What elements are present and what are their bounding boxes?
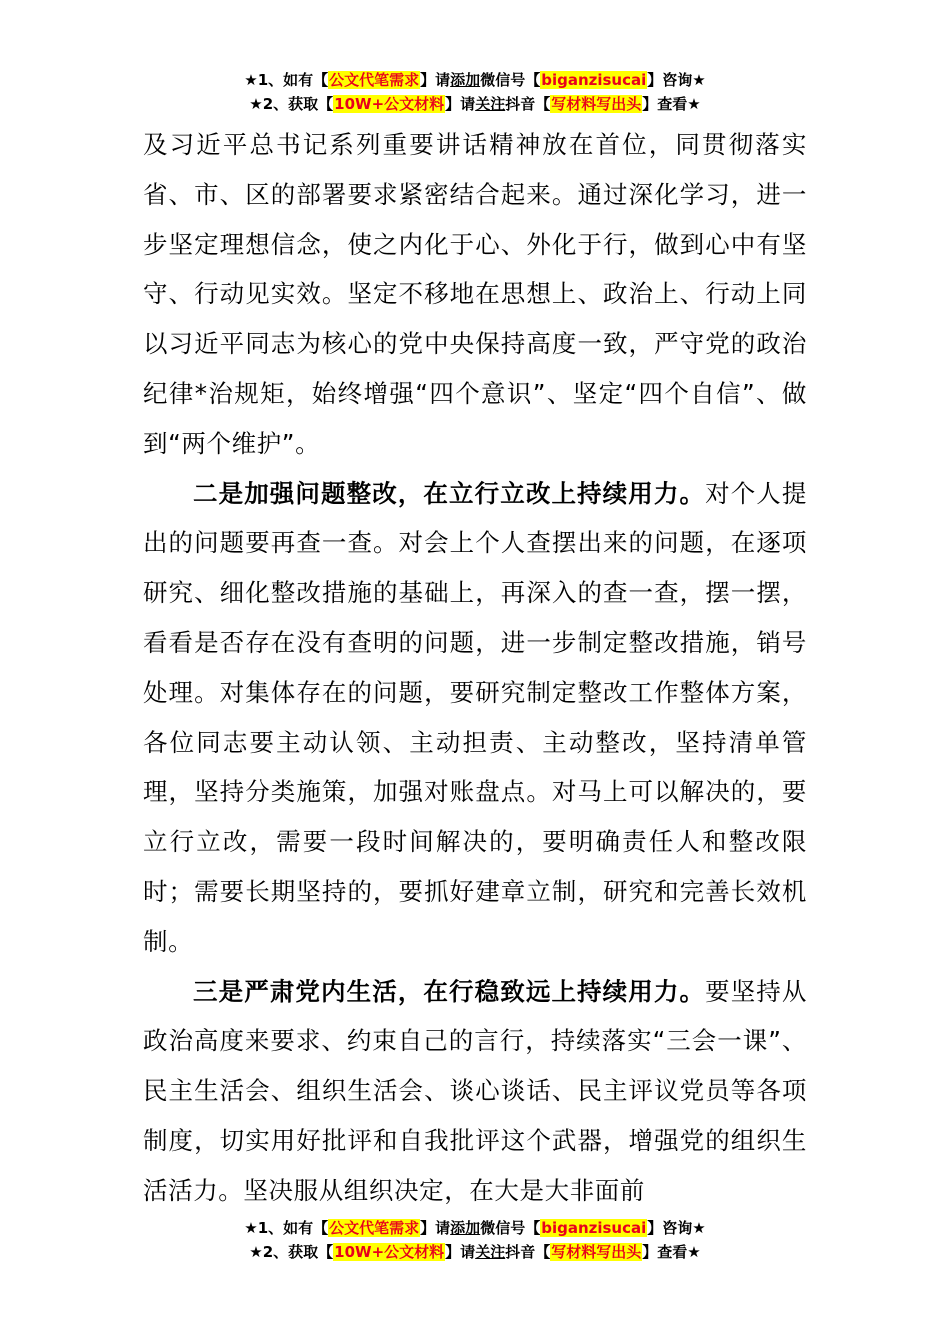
highlight-materials: 10W+公文材料 xyxy=(334,95,445,113)
star-icon: ★ xyxy=(687,95,701,113)
banner-text: 1、如有【 xyxy=(257,71,329,89)
banner-text: 抖音【 xyxy=(505,1243,551,1261)
banner-text: 抖音【 xyxy=(505,95,551,113)
banner-text: 】请 xyxy=(445,1243,476,1261)
banner-text: 2、获取【 xyxy=(262,1243,334,1261)
highlight-wechat-id: biganzisucai xyxy=(541,1219,647,1237)
banner-underlined-text: 关注 xyxy=(475,1243,506,1261)
paragraph-2 xyxy=(143,469,807,967)
banner-underlined-text: 关注 xyxy=(475,95,506,113)
paragraph-text: 及习近平总书记系列重要讲话精神放在首位，同贯彻落实省、市、区的部署要求紧密结合起来。通过深化学习，进一步坚定理想信念，使之内化于心、外化于行，做到心中有坚守、行动见实效。坚定不移地在思想上、政治上、行动上同以习近平同志为核心的党中央保持高度一致，严守党的政治纪律*治规矩，始终增强“四个意识”、坚定“四个自信”、做到“两个维护”。 xyxy=(143,130,807,458)
highlight-douyin-account: 写材料写出头 xyxy=(551,1243,642,1261)
document-body xyxy=(143,120,807,1216)
banner-text: 】请 xyxy=(420,71,451,89)
footer-banner xyxy=(0,1216,950,1264)
header-banner xyxy=(0,68,950,116)
highlight-wechat-id: biganzisucai xyxy=(541,71,647,89)
star-icon: ★ xyxy=(692,71,706,89)
banner-text: 微信号【 xyxy=(480,71,541,89)
banner-text: 】查看 xyxy=(642,95,688,113)
banner-text: 】查看 xyxy=(642,1243,688,1261)
highlight-service: 公文代笔需求 xyxy=(329,1219,420,1237)
highlight-douyin-account: 写材料写出头 xyxy=(551,95,642,113)
footer-banner-line-2 xyxy=(0,1240,950,1264)
paragraph-lead: 二是加强问题整改，在立行立改上持续用力。 xyxy=(193,478,706,508)
banner-underlined-text: 添加 xyxy=(450,71,481,89)
paragraph-3 xyxy=(143,967,807,1216)
banner-text: 微信号【 xyxy=(480,1219,541,1237)
paragraph-text: 要坚持从政治高度来要求、约束自己的言行，持续落实“三会一课”、民主生活会、组织生活会、谈心谈话、民主评议党员等各项制度，切实用好批评和自我批评这个武器，增强党的组织生活活力。坚决服从组织决定，在大是大非面前 xyxy=(143,976,808,1205)
banner-text: 】请 xyxy=(445,95,476,113)
star-icon: ★ xyxy=(249,1243,263,1261)
star-icon: ★ xyxy=(692,1219,706,1237)
paragraph-text: 对个人提出的问题要再查一查。对会上个人查摆出来的问题，在逐项研究、细化整改措施的基础上，再深入的查一查，摆一摆，看看是否存在没有查明的问题，进一步制定整改措施，销号处理。对集体存在的问题，要研究制定整改工作整体方案，各位同志要主动认领、主动担责、主动整改，坚持清单管理，坚持分类施策，加强对账盘点。对马上可以解决的，要立行立改，需要一段时间解决的，要明确责任人和整改限时；需要长期坚持的，要抓好建章立制，研究和完善长效机制。 xyxy=(143,478,808,956)
star-icon: ★ xyxy=(687,1243,701,1261)
paragraph-1 xyxy=(143,120,807,469)
banner-text: 】请 xyxy=(420,1219,451,1237)
highlight-service: 公文代笔需求 xyxy=(329,71,420,89)
star-icon: ★ xyxy=(244,1219,258,1237)
banner-text: 1、如有【 xyxy=(257,1219,329,1237)
banner-text: 】咨询 xyxy=(647,1219,693,1237)
banner-underlined-text: 添加 xyxy=(450,1219,481,1237)
footer-banner-line-1 xyxy=(0,1216,950,1240)
paragraph-lead: 三是严肃党内生活，在行稳致远上持续用力。 xyxy=(193,976,706,1006)
header-banner-line-2 xyxy=(0,92,950,116)
star-icon: ★ xyxy=(244,71,258,89)
star-icon: ★ xyxy=(249,95,263,113)
banner-text: 2、获取【 xyxy=(262,95,334,113)
highlight-materials: 10W+公文材料 xyxy=(334,1243,445,1261)
header-banner-line-1 xyxy=(0,68,950,92)
banner-text: 】咨询 xyxy=(647,71,693,89)
